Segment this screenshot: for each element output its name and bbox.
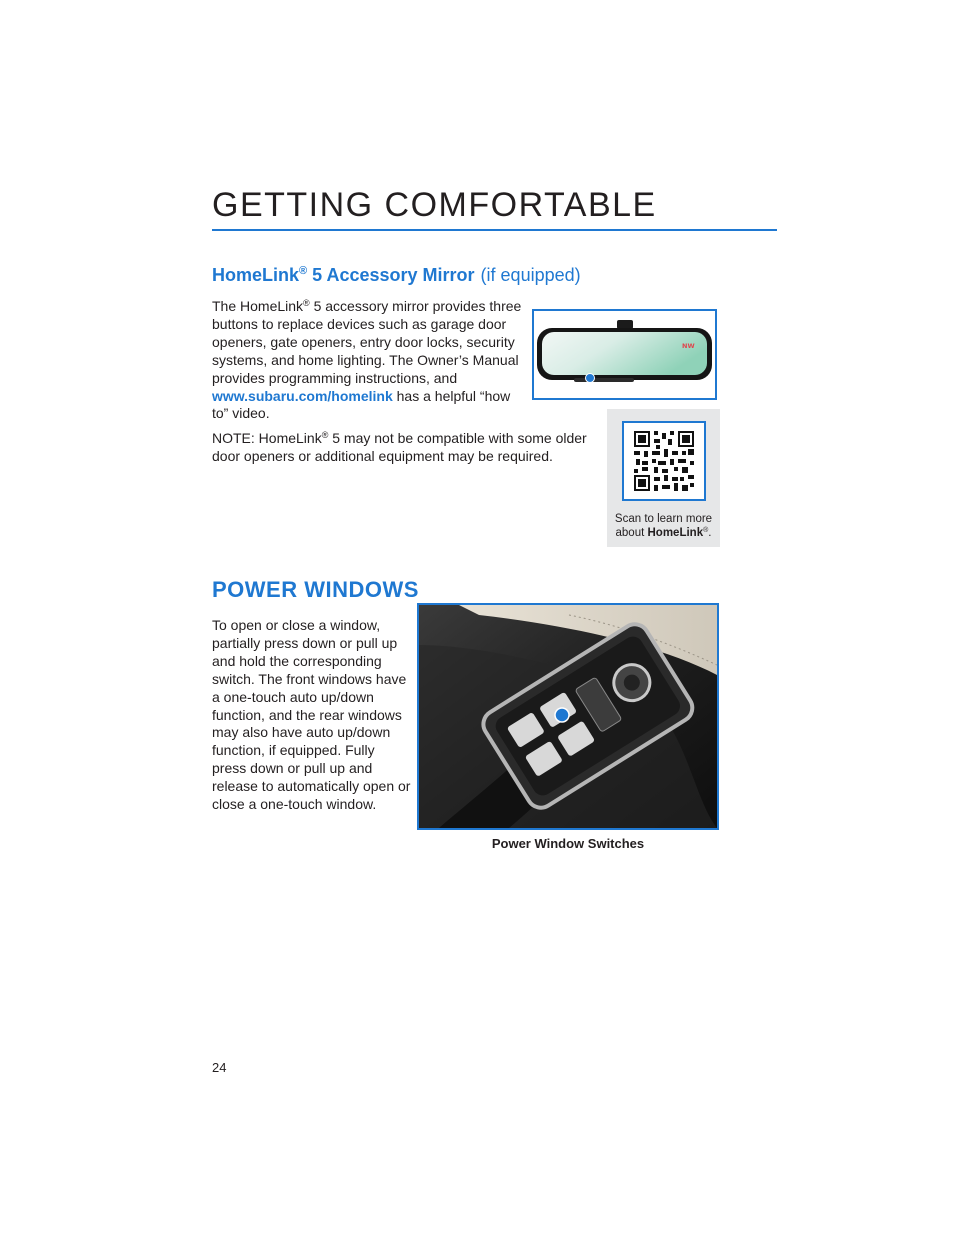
page-number: 24 [212,1060,227,1075]
qr-caption-text: about [615,526,648,539]
compass-readout: NW [682,342,695,350]
qr-caption-brand: HomeLink [647,526,704,539]
power-window-switches-photo [417,603,719,830]
power-windows-description: To open or close a window, partially press down or pull up and hold the corresponding switch. The front windows have a one-touch auto up/down function, and the rear windows may also have auto up/down function, if equipped. Fully press down or pull up and release to automatically open or close a one-touch window. [212,617,411,813]
registered-mark: ® [321,430,329,440]
homelink-text-1: The HomeLink [212,298,304,314]
photo-caption: Power Window Switches [491,836,645,851]
registered-mark: ® [703,526,709,534]
section-divider [212,229,777,231]
homelink-button-bar [574,378,634,382]
qr-caption-line-1: Scan to learn more [614,513,713,525]
qr-panel [607,409,720,547]
qr-code-frame[interactable] [622,421,706,501]
homelink-heading-qualifier: (if equipped) [480,265,581,285]
homelink-heading [212,265,581,286]
note-text-2: 5 may not be compatible with some older door openers or additional equipment may be required. [212,430,587,464]
homelink-note [212,430,602,466]
section-title: GETTING COMFORTABLE [212,186,657,224]
qr-code-icon [624,423,704,499]
mirror-glass [542,332,707,375]
mirror-photo [532,309,717,400]
callout-dot-icon [586,374,595,383]
note-text-1: NOTE: HomeLink [212,430,322,446]
qr-caption-line-2 [607,527,720,541]
qr-caption [607,513,720,540]
mirror-illustration [534,311,715,398]
homelink-heading-brand: HomeLink [212,265,300,285]
homelink-description [212,298,522,423]
homelink-url-link[interactable]: www.subaru.com/homelink [212,387,393,404]
door-panel-illustration [419,605,717,828]
mirror-mount [617,320,633,329]
registered-mark: ® [303,298,310,308]
registered-mark: ® [299,265,308,277]
homelink-text-2: 5 accessory mirror provides three buttons to replace devices such as garage door openers, gate openers, entry door locks, security systems, and home lighting. The Owner’s Manual provides programming instructions, and [212,298,522,386]
qr-caption-period: . [708,526,712,539]
homelink-heading-title: 5 Accessory Mirror [307,265,475,285]
homelink-text-3: has a helpful “how to” video. [212,387,511,422]
power-windows-heading: POWER WINDOWS [212,577,419,602]
callout-dot-icon [555,708,569,722]
